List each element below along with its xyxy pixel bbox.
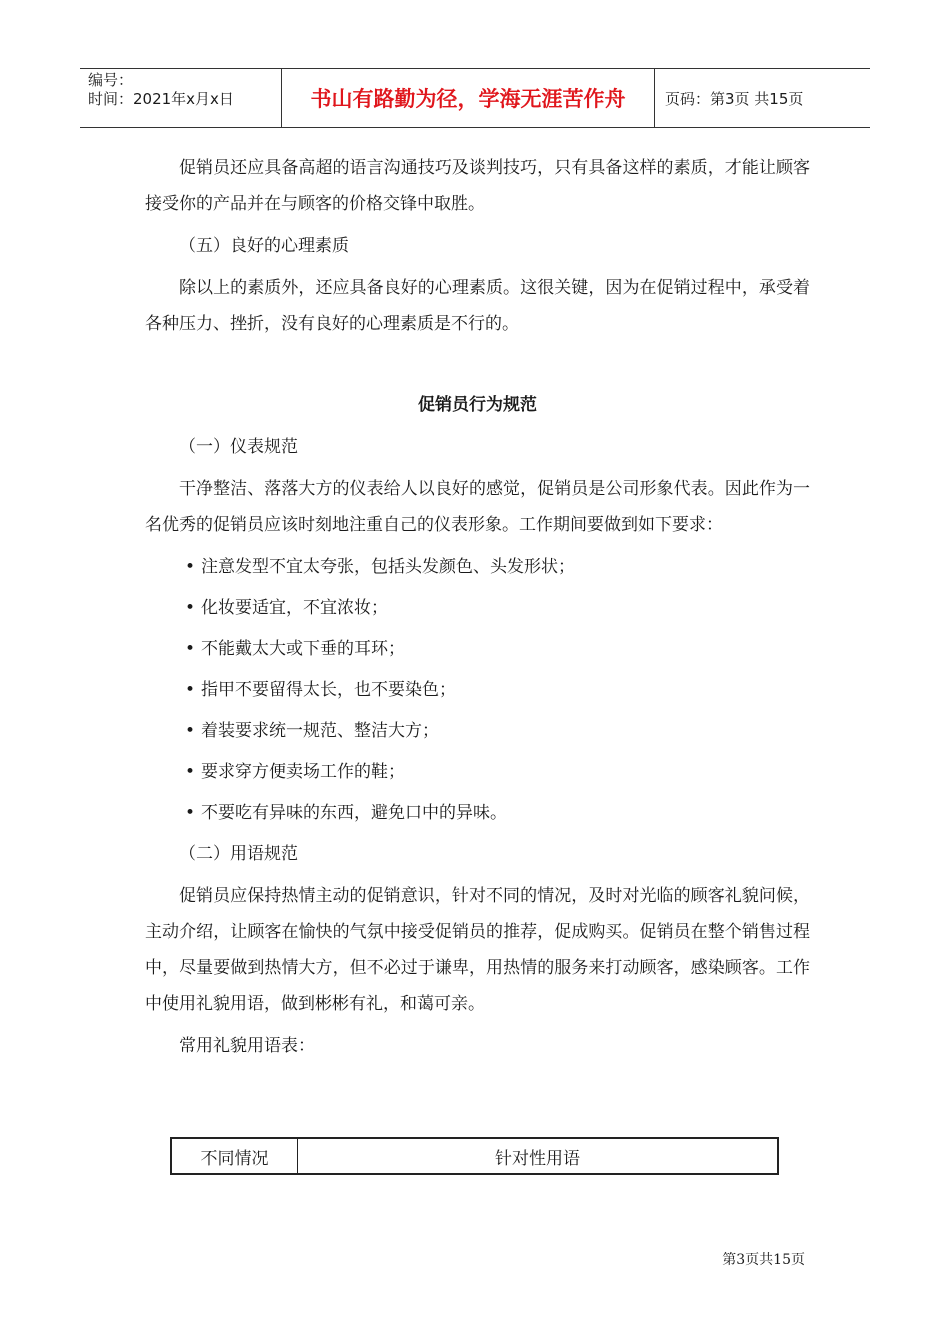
paragraph-3: 干净整洁、落落大方的仪表给人以良好的感觉，促销员是公司形象代表。因此作为一名优秀的促销员应该时刻地注重自己的仪表形象。工作期间要做到如下要求： [145, 479, 810, 535]
paragraph-2: 除以上的素质外，还应具备良好的心理素质。这很关键，因为在促销过程中，承受着各种压力、挫折，没有良好的心理素质是不行的。 [145, 278, 810, 334]
bullet-dot-icon: • [185, 803, 196, 823]
column-header-phrases: 针对性用语 [298, 1138, 779, 1174]
list-item: • 要求穿方便卖场工作的鞋； [185, 762, 406, 782]
table-header-row [171, 1138, 778, 1174]
bullet-dot-icon: • [185, 557, 196, 577]
courtesy-phrases-table [170, 1137, 779, 1175]
list-item: • 注意发型不宜太夸张，包括头发颜色、头发形状； [185, 557, 576, 577]
bullet-dot-icon: • [185, 639, 196, 659]
column-header-situation: 不同情况 [171, 1138, 298, 1174]
subheading-one: （一）仪表规范 [179, 437, 298, 457]
number-label: 编号： [88, 71, 134, 89]
table-caption: 常用礼貌用语表： [179, 1036, 315, 1056]
header-page-info: 页码：第3页 共15页 [665, 89, 804, 108]
subheading-five: （五）良好的心理素质 [179, 236, 349, 256]
header-meta [80, 69, 282, 127]
bullet-list [145, 549, 810, 831]
bullet-dot-icon: • [185, 762, 196, 782]
bullet-dot-icon: • [185, 680, 196, 700]
list-item: • 不能戴太大或下垂的耳环； [185, 639, 406, 659]
paragraph-1: 促销员还应具备高超的语言沟通技巧及谈判技巧，只有具备这样的素质，才能让顾客接受你的产品并在与顾客的价格交锋中取胜。 [145, 158, 810, 214]
page-header [80, 68, 870, 128]
bullet-dot-icon: • [185, 598, 196, 618]
paragraph-4: 促销员应保持热情主动的促销意识，针对不同的情况，及时对光临的顾客礼貌问候，主动介绍，让顾客在愉快的气氛中接受促销员的推荐，促成购买。促销员在整个销售过程中，尽量要做到热情大方，但不必过于谦卑，用热情的服务来打动顾客，感染顾客。工作中使用礼貌用语，做到彬彬有礼，和蔼可亲。 [145, 886, 810, 1014]
subheading-two: （二）用语规范 [179, 844, 298, 864]
list-item: • 不要吃有异味的东西，避免口中的异味。 [185, 803, 508, 823]
document-body [145, 150, 810, 1064]
section-title: 促销员行为规范 [418, 395, 537, 415]
list-item: • 指甲不要留得太长，也不要染色； [185, 680, 457, 700]
list-item: • 化妆要适宜，不宜浓妆； [185, 598, 389, 618]
page-footer: 第3页共15页 [722, 1252, 805, 1268]
time-label: 时间：2021年x月x日 [88, 90, 234, 108]
list-item: • 着装要求统一规范、整洁大方； [185, 721, 440, 741]
bullet-dot-icon: • [185, 721, 196, 741]
header-motto: 书山有路勤为径，学海无涯苦作舟 [282, 69, 655, 127]
